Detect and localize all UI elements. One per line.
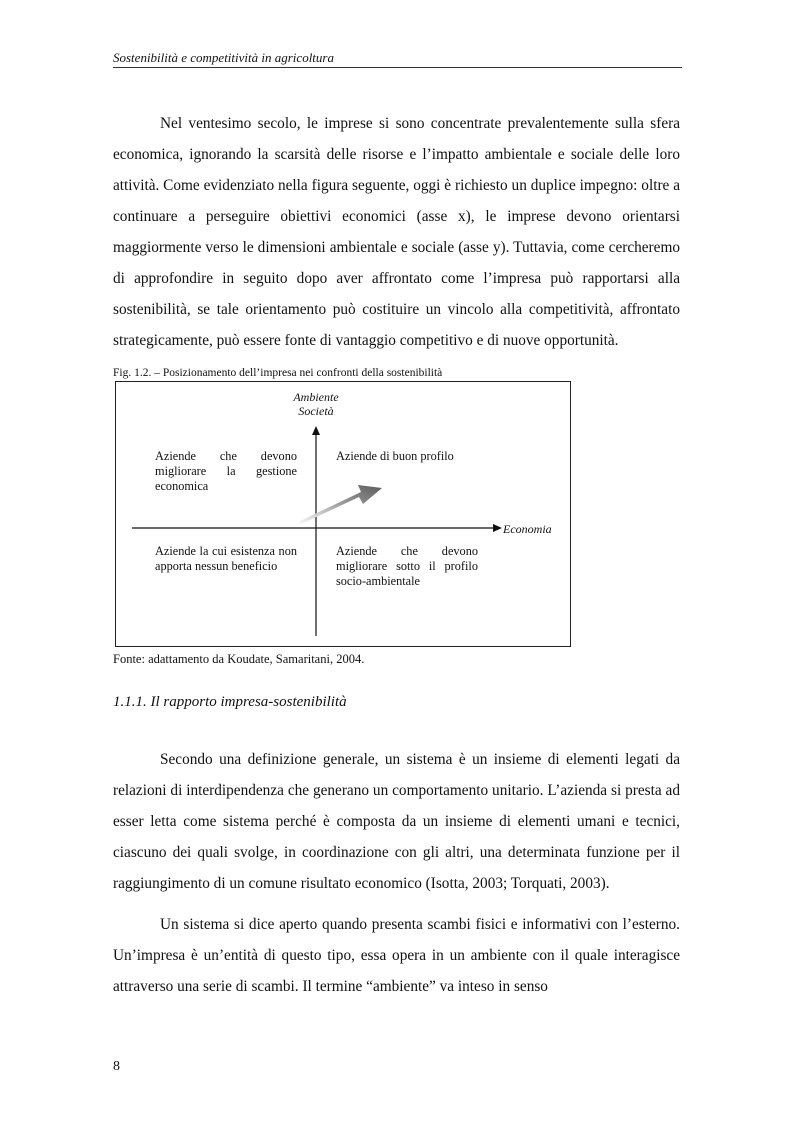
quadrant-bottom-right: Aziende che devono migliorare sotto il profilo socio-ambientale: [336, 544, 478, 588]
diagram-axes: [116, 382, 572, 648]
y-axis-label: [286, 390, 346, 418]
diagonal-arrow-icon: [297, 485, 382, 526]
quadrant-top-right: Aziende di buon profilo: [336, 449, 454, 463]
y-axis-arrowhead: [312, 426, 320, 435]
x-axis-arrowhead: [493, 524, 502, 532]
quadrant-bottom-left: Aziende la cui esistenza non apporta nessun beneficio: [155, 544, 297, 573]
page-number: 8: [113, 1059, 120, 1074]
figure-source: Fonte: adattamento da Koudate, Samaritani, 2004.: [113, 652, 365, 666]
section-paragraph-2: Un sistema si dice aperto quando presenta scambi fisici e informativi con l’esterno. Un’impresa è un’entità di questo tipo, essa opera in un ambiente con il quale interagisce attraverso una serie di scambi. Il termine “ambiente” va inteso in senso: [113, 916, 680, 995]
header-rule: [113, 67, 682, 68]
x-axis-label: Economia: [503, 522, 552, 536]
running-header: Sostenibilità e competitività in agricoltura: [113, 50, 334, 65]
figure-caption: Fig. 1.2. – Posizionamento dell’impresa nei confronti della sostenibilità: [113, 367, 443, 379]
section-paragraph-1: Secondo una definizione generale, un sistema è un insieme di elementi legati da relazioni di interdipendenza che generano un comportamento unitario. L’azienda si presta ad esser letta come sistema perché è composta da un insieme di elementi umani e tecnici, ciascuno dei quali svolge, in coordinazione con gli altri, una determinata funzione per il raggiungimento di un comune risultato economico (Isotta, 2003; Torquati, 2003).: [113, 751, 680, 892]
y-axis-label-line1: Ambiente: [293, 390, 339, 404]
quadrant-top-left: Aziende che devono migliorare la gestione economica: [155, 449, 297, 493]
y-axis-label-line2: Società: [298, 404, 334, 418]
figure-quadrant-diagram: [115, 381, 571, 647]
section-heading: 1.1.1. Il rapporto impresa-sostenibilità: [113, 694, 347, 710]
intro-paragraph: Nel ventesimo secolo, le imprese si sono concentrate prevalentemente sulla sfera economica, ignorando la scarsità delle risorse e l’impatto ambientale e sociale delle loro attività. Come evidenziato nella figura seguente, oggi è richiesto un duplice impegno: oltre a continuare a perseguire obiettivi economici (asse x), le imprese devono orientarsi maggiormente verso le dimensioni ambientale e sociale (asse y). Tuttavia, come cercheremo di approfondire in seguito dopo aver affrontato come l’impresa può rapportarsi alla sostenibilità, se tale orientamento può costituire un vincolo alla competitività, affrontato strategicamente, può essere fonte di vantaggio competitivo e di nuove opportunità.: [113, 115, 680, 349]
